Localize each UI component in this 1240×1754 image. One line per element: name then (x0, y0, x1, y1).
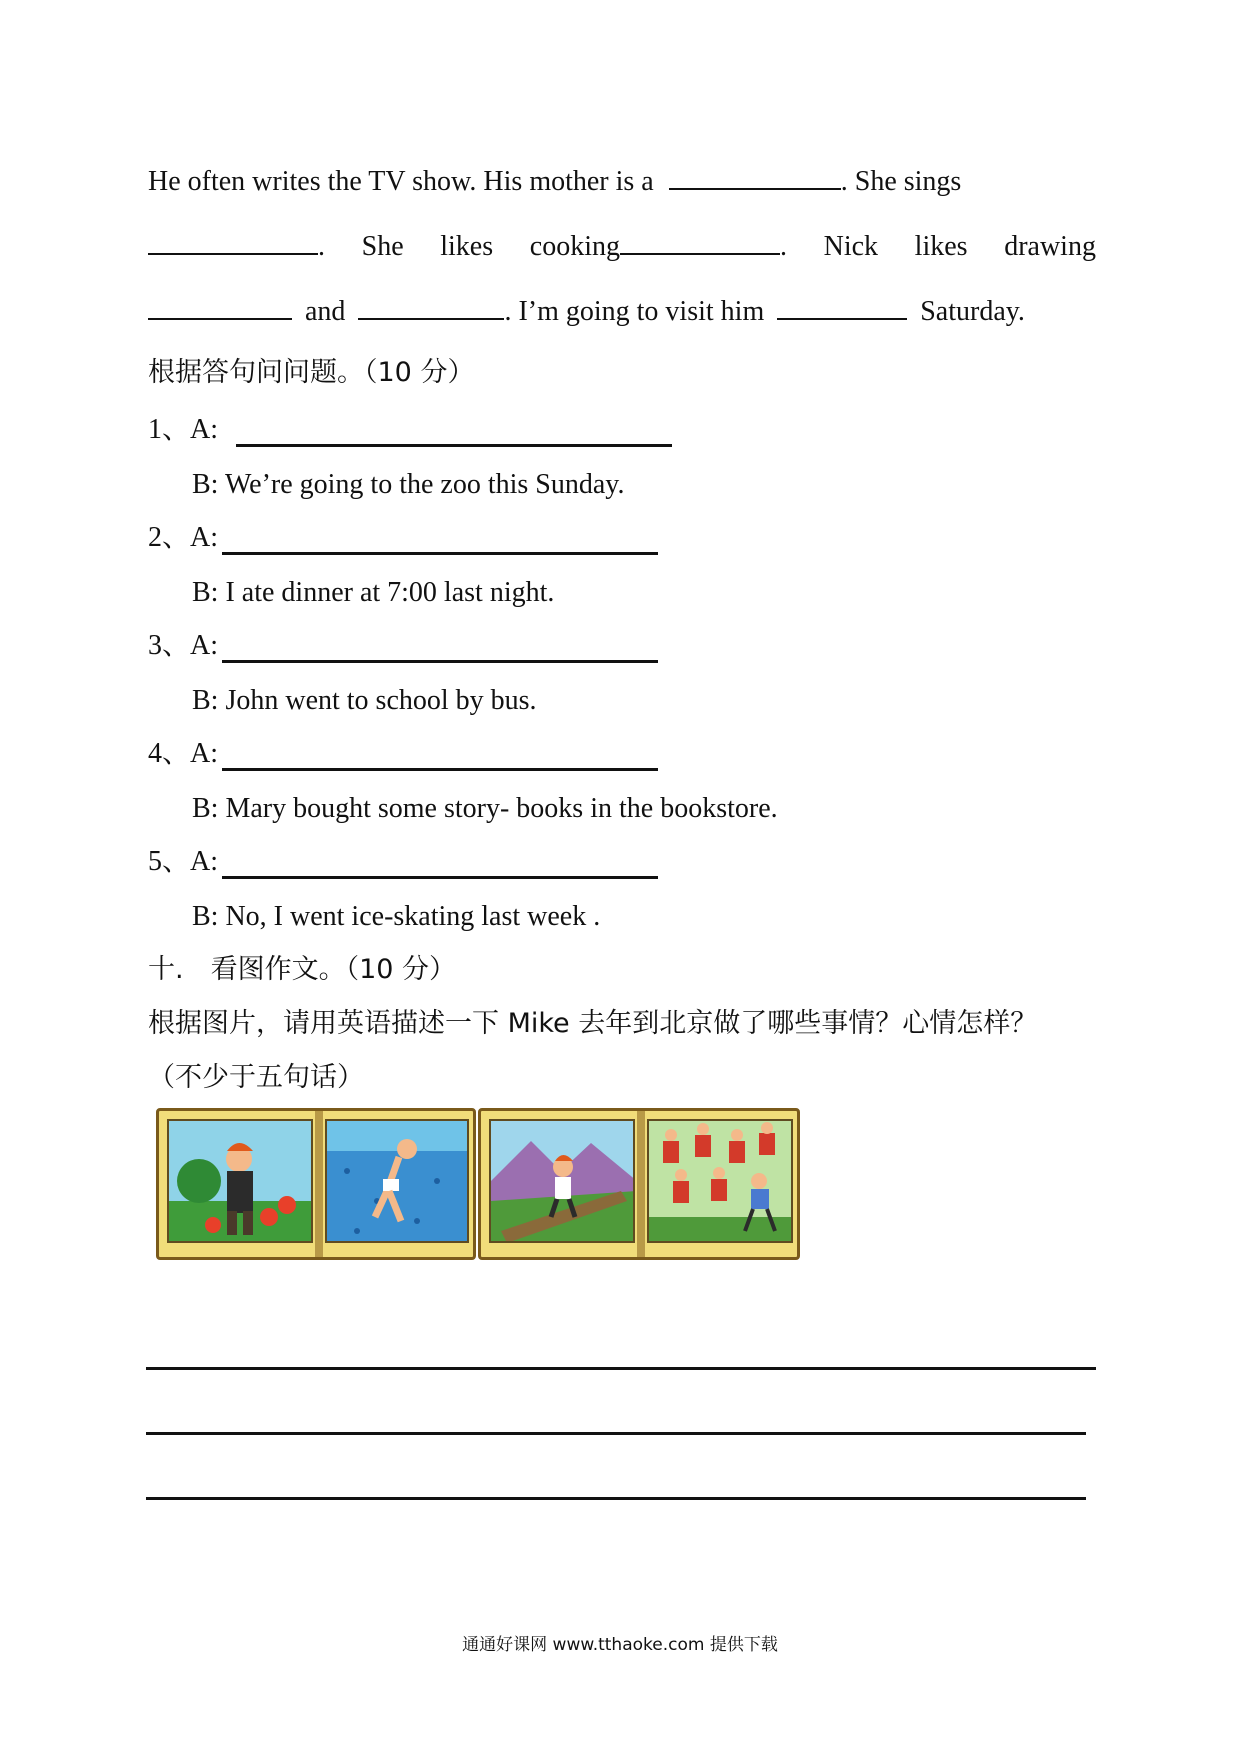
section-instruction: 根据图片，请用英语描述一下 Mike 去年到北京做了哪些事情？心情怎样？ (148, 1008, 1038, 1039)
question-a-label: 1、A: (148, 414, 219, 445)
passage-text: He often writes the TV show. His mother is a (148, 166, 654, 197)
answer-blank[interactable] (222, 876, 658, 879)
question-a-label: 5、A: (148, 846, 219, 877)
answer-blank[interactable] (222, 660, 658, 663)
writing-line[interactable] (146, 1432, 1086, 1435)
great-wall-scene-image (491, 1121, 635, 1243)
passage-word: likes (914, 231, 968, 262)
answer-blank[interactable] (222, 768, 658, 771)
swimming-scene-image (327, 1121, 469, 1243)
book-spine (637, 1111, 645, 1257)
passage-line-2 (148, 229, 1096, 265)
picture-book-left (156, 1108, 476, 1260)
passage-fragment: . (148, 229, 325, 265)
passage-line-1 (148, 164, 961, 200)
passage-fragment: cooking . (529, 231, 787, 262)
dancing-scene-image (649, 1121, 793, 1243)
question-a-label: 3、A: (148, 630, 219, 661)
passage-word: drawing (1004, 231, 1096, 262)
answer-b-text: B: No, I went ice-skating last week . (192, 901, 601, 932)
fill-blank[interactable] (777, 294, 907, 320)
passage-word: Nick (823, 231, 879, 262)
fill-blank[interactable] (148, 294, 292, 320)
passage-line-3 (148, 294, 1025, 330)
passage-word: and (305, 296, 346, 327)
answer-blank[interactable] (236, 444, 672, 447)
fill-blank[interactable] (148, 229, 318, 255)
passage-text: . I’m going to visit him (504, 296, 765, 327)
passage-word: She (361, 231, 404, 262)
passage-text: Saturday. (920, 296, 1025, 327)
answer-b-text: B: John went to school by bus. (192, 685, 537, 716)
illustration-dancing (647, 1119, 793, 1243)
illustration-garden (167, 1119, 313, 1243)
passage-text: . She sings (840, 166, 962, 197)
illustration-great-wall (489, 1119, 635, 1243)
section-note: （不少于五句话） (148, 1062, 364, 1093)
writing-line[interactable] (146, 1367, 1096, 1370)
page-footer: 通通好课网 www.tthaoke.com 提供下载 (462, 1635, 778, 1655)
answer-blank[interactable] (222, 552, 658, 555)
section-heading: 十. 看图作文。（10 分） (148, 954, 457, 985)
picture-book-right (478, 1108, 800, 1260)
fill-blank[interactable] (358, 294, 504, 320)
section-heading: 根据答句问问题。（10 分） (148, 357, 475, 388)
answer-b-text: B: Mary bought some story- books in the bookstore. (192, 793, 778, 824)
question-a-label: 2、A: (148, 522, 219, 553)
fill-blank[interactable] (620, 229, 780, 255)
question-a-label: 4、A: (148, 738, 219, 769)
answer-b-text: B: We’re going to the zoo this Sunday. (192, 469, 625, 500)
answer-b-text: B: I ate dinner at 7:00 last night. (192, 577, 555, 608)
book-spine (315, 1111, 323, 1257)
fill-blank[interactable] (669, 164, 841, 190)
garden-scene-image (169, 1121, 313, 1243)
writing-line[interactable] (146, 1497, 1086, 1500)
passage-word: likes (440, 231, 494, 262)
illustration-swimming (325, 1119, 469, 1243)
